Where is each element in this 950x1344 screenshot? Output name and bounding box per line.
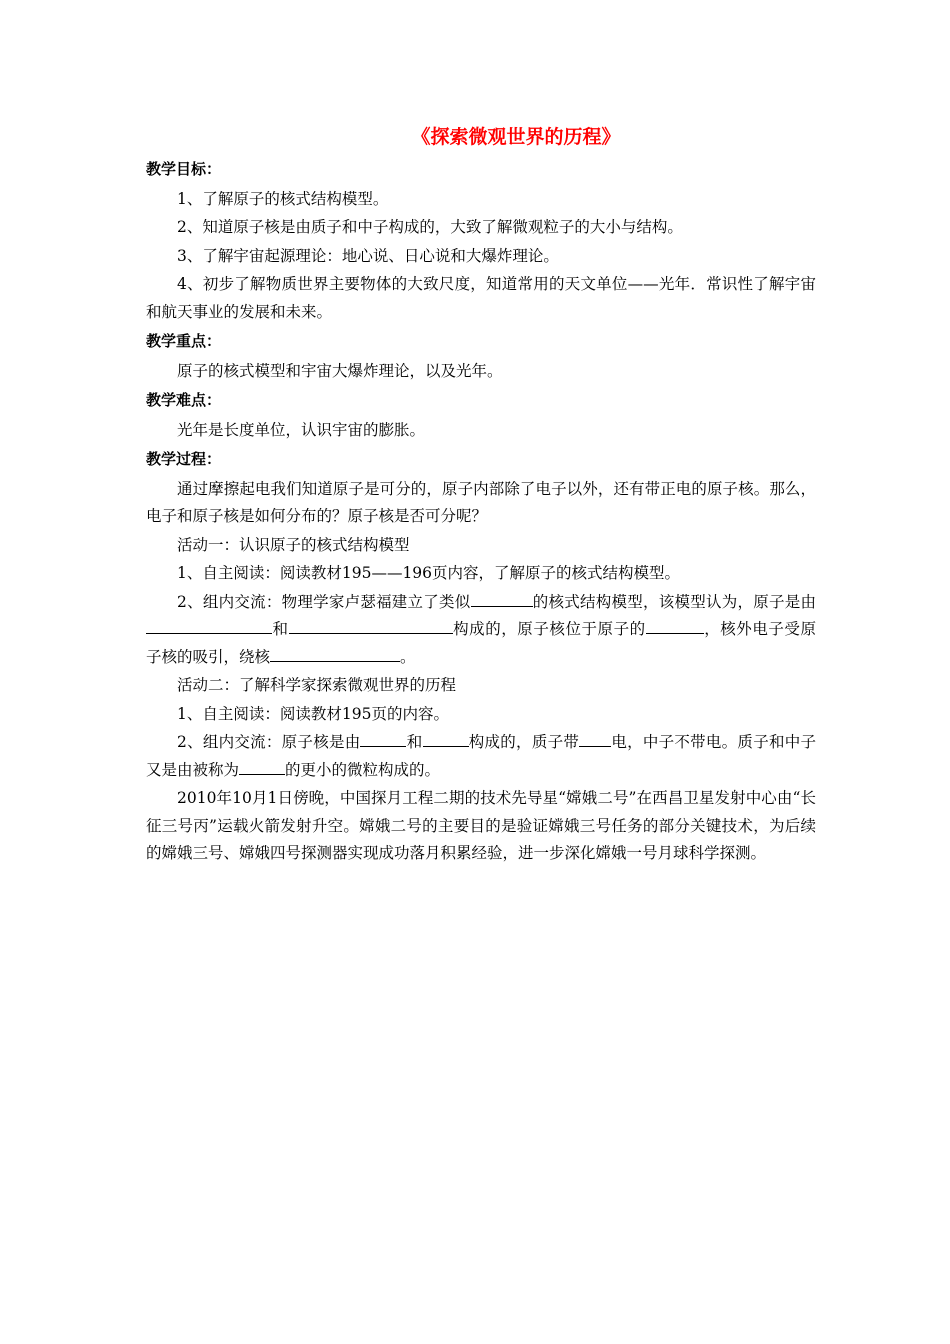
objective-item: 2、知道原子核是由质子和中子构成的，大致了解微观粒子的大小与结构。 [177, 218, 683, 236]
objectives-heading: 教学目标： [146, 160, 222, 178]
fill-blank[interactable] [471, 591, 533, 607]
document-title: 《探索微观世界的历程》 [411, 126, 621, 148]
process-intro: 通过摩擦起电我们知道原子是可分的，原子内部除了电子以外，还有带正电的原子核。那么，电子和原子核是如何分布的？原子核是否可分呢？ [146, 479, 816, 525]
text-fragment: 。 [400, 647, 416, 666]
text-fragment: ，核外电子受原子核的吸引，绕核 [146, 620, 816, 666]
objective-item: 3、了解宇宙起源理论：地心说、日心说和大爆炸理论。 [177, 246, 559, 265]
key-points-text: 原子的核式模型和宇宙大爆炸理论，以及光年。 [177, 361, 503, 380]
fill-blank[interactable] [360, 731, 406, 747]
fill-blank[interactable] [423, 731, 469, 747]
text-fragment: 2、组内交流：物理学家卢瑟福建立了类似 [177, 592, 471, 611]
activity1-item1: 1、自主阅读：阅读教材195——196页内容，了解原子的核式结构模型。 [177, 564, 681, 582]
document-body [146, 122, 816, 869]
objective-item: 4、初步了解物质世界主要物体的大致尺度，知道常用的天文单位——光年．常识性了解宇宙和航天事业的发展和未来。 [146, 275, 816, 321]
difficulties-text: 光年是长度单位，认识宇宙的膨胀。 [177, 420, 426, 439]
text-fragment: 构成的，质子带 [468, 733, 580, 751]
objective-item: 1、了解原子的核式结构模型。 [177, 189, 389, 208]
text-fragment: 2、组内交流：原子核是由 [177, 733, 361, 751]
process-heading: 教学过程： [146, 450, 222, 468]
text-fragment: 和 [406, 733, 423, 751]
fill-blank[interactable] [289, 618, 453, 634]
activity1-item2 [146, 589, 816, 672]
difficulties-heading: 教学难点： [146, 391, 222, 409]
activity2-item2 [146, 729, 816, 784]
fill-blank[interactable] [270, 646, 400, 662]
activity2-title: 活动二：了解科学家探索微观世界的历程 [177, 676, 457, 694]
activity2-item1: 1、自主阅读：阅读教材195页的内容。 [177, 704, 449, 723]
closing-paragraph: 2010年10月1日傍晚，中国探月工程二期的技术先导星“嫦娥二号”在西昌卫星发射中心由“长征三号丙”运载火箭发射升空。嫦娥二号的主要目的是验证嫦娥三号任务的部分关键技术，为后续的嫦娥三号、嫦娥四号探测器实现成功落月积累经验，进一步深化嫦娥一号月球科学探测。 [146, 789, 816, 862]
fill-blank[interactable] [146, 618, 272, 634]
text-fragment: 电，中子不带电。质子和中子又是由被称为 [146, 733, 816, 779]
fill-blank[interactable] [646, 618, 704, 634]
fill-blank[interactable] [239, 759, 285, 775]
text-fragment: 构成的，原子核位于原子的 [452, 620, 646, 638]
key-points-heading: 教学重点： [146, 332, 222, 350]
text-fragment: 的核式结构模型，该模型认为，原子是由 [532, 592, 816, 611]
text-fragment: 的更小的微粒构成的。 [285, 760, 441, 779]
fill-blank[interactable] [579, 731, 611, 747]
activity1-title: 活动一：认识原子的核式结构模型 [177, 535, 410, 554]
text-fragment: 和 [272, 620, 289, 638]
